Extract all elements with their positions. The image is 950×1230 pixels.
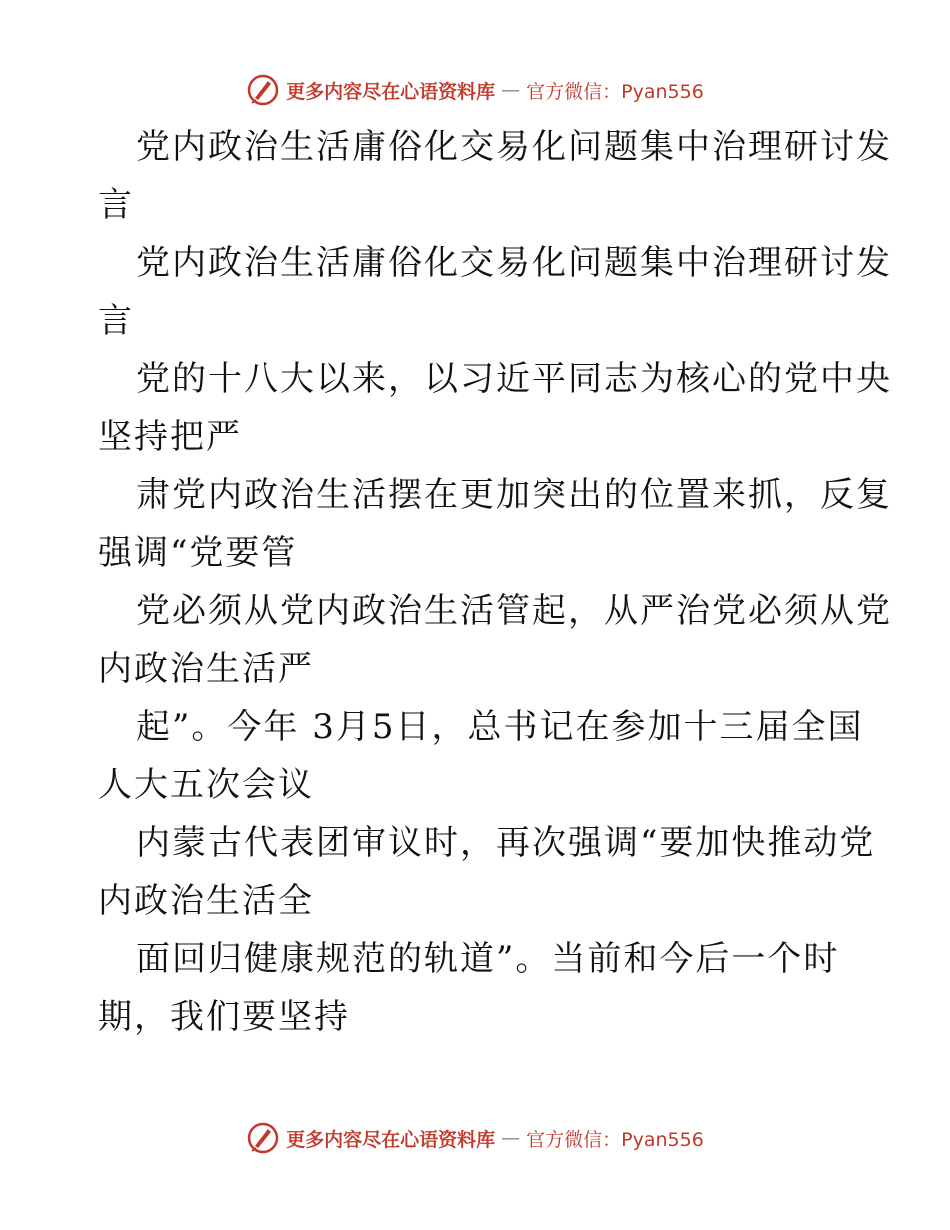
paragraph-line: 肃党内政治生活摆在更加突出的位置来抓，反复 [136,475,892,515]
paragraph [98,234,892,350]
paragraph-line: 起”。今年 3月5日，总书记在参加十三届全国 [136,707,864,747]
header-banner [0,70,950,110]
paragraph-line: 内蒙古代表团审议时，再次强调“要加快推动党 [136,823,876,863]
paragraph-line: 坚持把严 [98,417,242,457]
quill-logo-icon [246,1121,280,1155]
paragraph-line: 内政治生活严 [98,649,314,689]
paragraph-line: 人大五次会议 [98,765,314,805]
paragraph [98,930,858,1046]
paragraph [98,466,892,582]
paragraph-line: 党内政治生活庸俗化交易化问题集中治理研讨发 [136,243,892,283]
paragraph [98,814,876,930]
footer-banner [0,1118,950,1158]
paragraph-line: 言 [98,301,134,341]
paragraph [98,118,892,234]
paragraph-line: 内政治生活全 [98,881,314,921]
paragraph-line: 党必须从党内政治生活管起，从严治党必须从党 [136,591,892,631]
document-body [98,118,892,1046]
banner-dash: — [501,79,521,101]
paragraph [98,698,864,814]
banner-site-text: 更多内容尽在心语资料库 [286,1128,496,1151]
paragraph [98,582,892,698]
paragraph [98,350,892,466]
paragraph-line: 期，我们要坚持 [98,997,350,1037]
banner-dash: — [501,1127,521,1149]
paragraph-line: 强调“党要管 [98,533,298,573]
paragraph-line: 言 [98,185,134,225]
banner-site-text: 更多内容尽在心语资料库 [286,80,496,103]
quill-logo-icon [246,73,280,107]
banner-wechat-text: 官方微信：Pyan556 [526,1128,704,1151]
paragraph-line: 面回归健康规范的轨道”。当前和今后一个时 [136,939,840,979]
paragraph-line: 党的十八大以来，以习近平同志为核心的党中央 [136,359,892,399]
paragraph-line: 党内政治生活庸俗化交易化问题集中治理研讨发 [136,127,892,167]
banner-wechat-text: 官方微信：Pyan556 [526,80,704,103]
